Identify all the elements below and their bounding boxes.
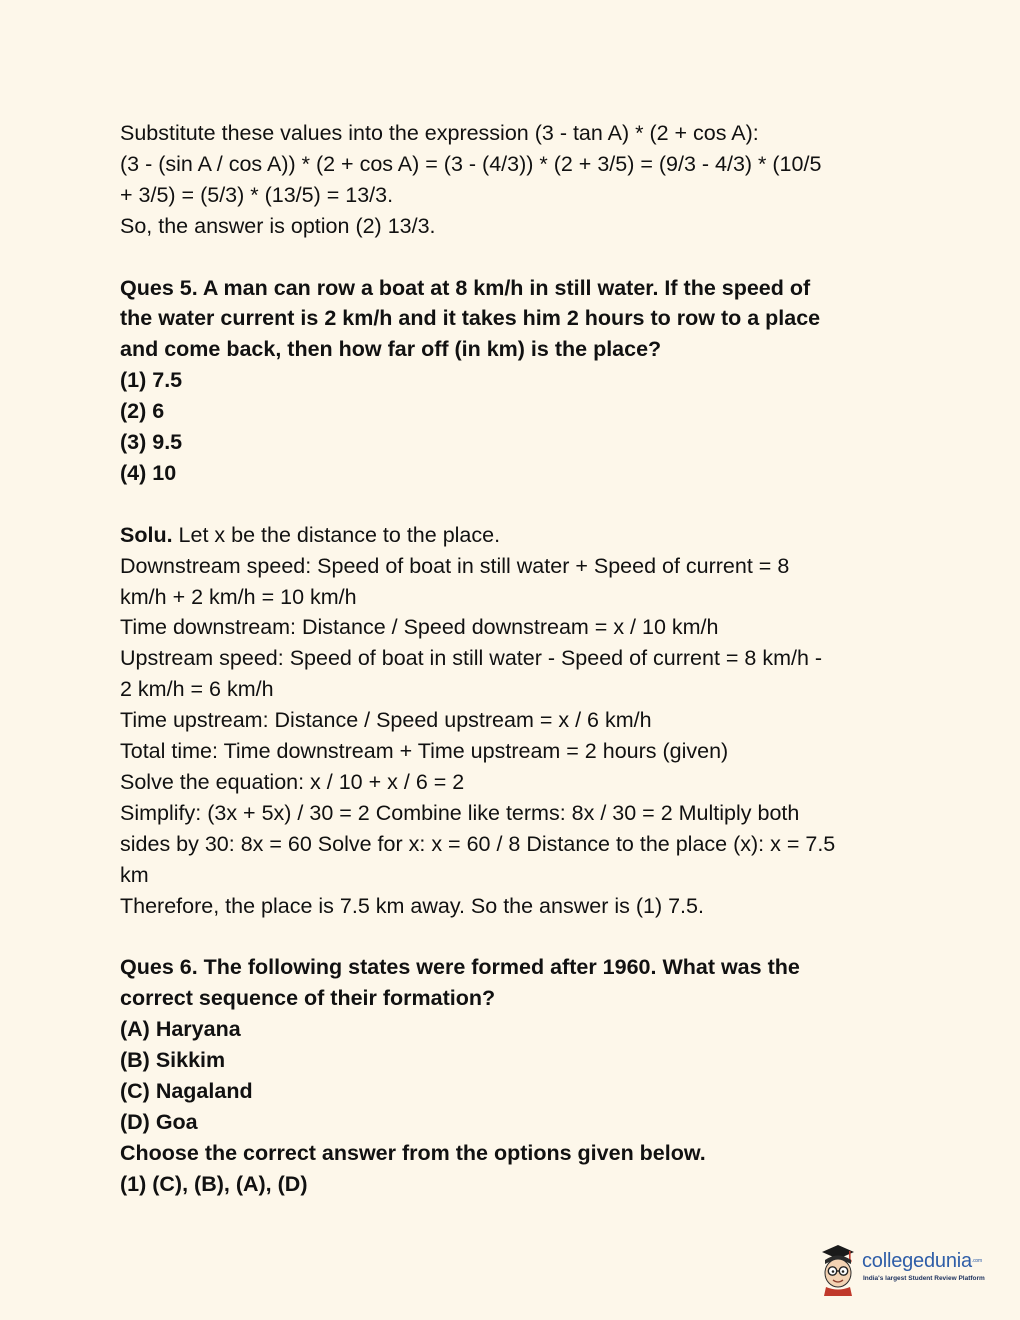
text-line: (3 - (sin A / cos A)) * (2 + cos A) = (3 - (4/3)) * (2 + 3/5) = (9/3 - 4/3) * (10/5 <box>120 151 822 176</box>
list-item: (A) Haryana <box>120 1017 241 1042</box>
question-line: and come back, then how far off (in km) is the place? <box>120 337 662 362</box>
list-item: (D) Goa <box>120 1109 198 1134</box>
text-line: + 3/5) = (5/3) * (13/5) = 13/3. <box>120 182 394 207</box>
answer-option: (1) 7.5 <box>120 368 183 393</box>
solution-label: Solu. <box>120 522 173 547</box>
question-5 <box>120 273 910 489</box>
text-line: So, the answer is option (2) 13/3. <box>120 213 436 238</box>
text-line: Downstream speed: Speed of boat in still water + Speed of current = 8 <box>120 553 790 578</box>
text-line: Therefore, the place is 7.5 km away. So the answer is (1) 7.5. <box>120 893 704 918</box>
paragraph-gap <box>120 242 910 273</box>
text-line: Time downstream: Distance / Speed downstream = x / 10 km/h <box>120 615 719 640</box>
text-line: Simplify: (3x + 5x) / 30 = 2 Combine like terms: 8x / 30 = 2 Multiply both <box>120 800 800 825</box>
solution-5 <box>120 520 910 922</box>
solution-intro: Let x be the distance to the place. <box>172 522 501 547</box>
answer-option: (3) 9.5 <box>120 430 183 455</box>
text-line: Solve the equation: x / 10 + x / 6 = 2 <box>120 770 465 794</box>
question-line: Ques 6. The following states were formed after 1960. What was the <box>120 955 800 980</box>
paragraph-gap <box>120 922 910 953</box>
solution-first-line <box>120 520 910 551</box>
text-line: km/h + 2 km/h = 10 km/h <box>120 584 357 609</box>
list-item: (C) Nagaland <box>120 1079 253 1104</box>
text-line: Upstream speed: Speed of boat in still water - Speed of current = 8 km/h - <box>120 646 823 671</box>
collegedunia-logo <box>816 1242 986 1298</box>
answer-option: (4) 10 <box>120 460 177 485</box>
text-line: km <box>120 862 149 887</box>
answer-option: (2) 6 <box>120 399 165 424</box>
logo-name: collegedunia <box>862 1250 972 1272</box>
text-line: Total time: Time downstream + Time upstream = 2 hours (given) <box>120 739 729 764</box>
text-line: Substitute these values into the expression (3 - tan A) * (2 + cos A): <box>120 121 759 145</box>
text-line: sides by 30: 8x = 60 Solve for x: x = 60 / 8 Distance to the place (x): x = 7.5 <box>120 831 836 856</box>
question-line: Ques 5. A man can row a boat at 8 km/h in still water. If the speed of <box>120 275 811 300</box>
document-body <box>120 118 910 1200</box>
question-line: the water current is 2 km/h and it takes him 2 hours to row to a place <box>120 306 821 331</box>
question-instruction: Choose the correct answer from the options given below. <box>120 1140 706 1165</box>
mascot-icon <box>816 1242 862 1296</box>
list-item: (B) Sikkim <box>120 1048 226 1073</box>
paragraph-gap <box>120 489 910 520</box>
logo-wordmark <box>862 1250 982 1272</box>
solution-continued <box>120 118 910 242</box>
logo-tagline: India's largest Student Review Platform <box>863 1275 985 1282</box>
text-line: Time upstream: Distance / Speed upstream = x / 6 km/h <box>120 708 652 733</box>
text-line: 2 km/h = 6 km/h <box>120 677 274 702</box>
answer-option: (1) (C), (B), (A), (D) <box>120 1171 308 1196</box>
question-line: correct sequence of their formation? <box>120 986 496 1011</box>
logo-trademark: .com <box>971 1258 982 1264</box>
question-6 <box>120 952 910 1199</box>
